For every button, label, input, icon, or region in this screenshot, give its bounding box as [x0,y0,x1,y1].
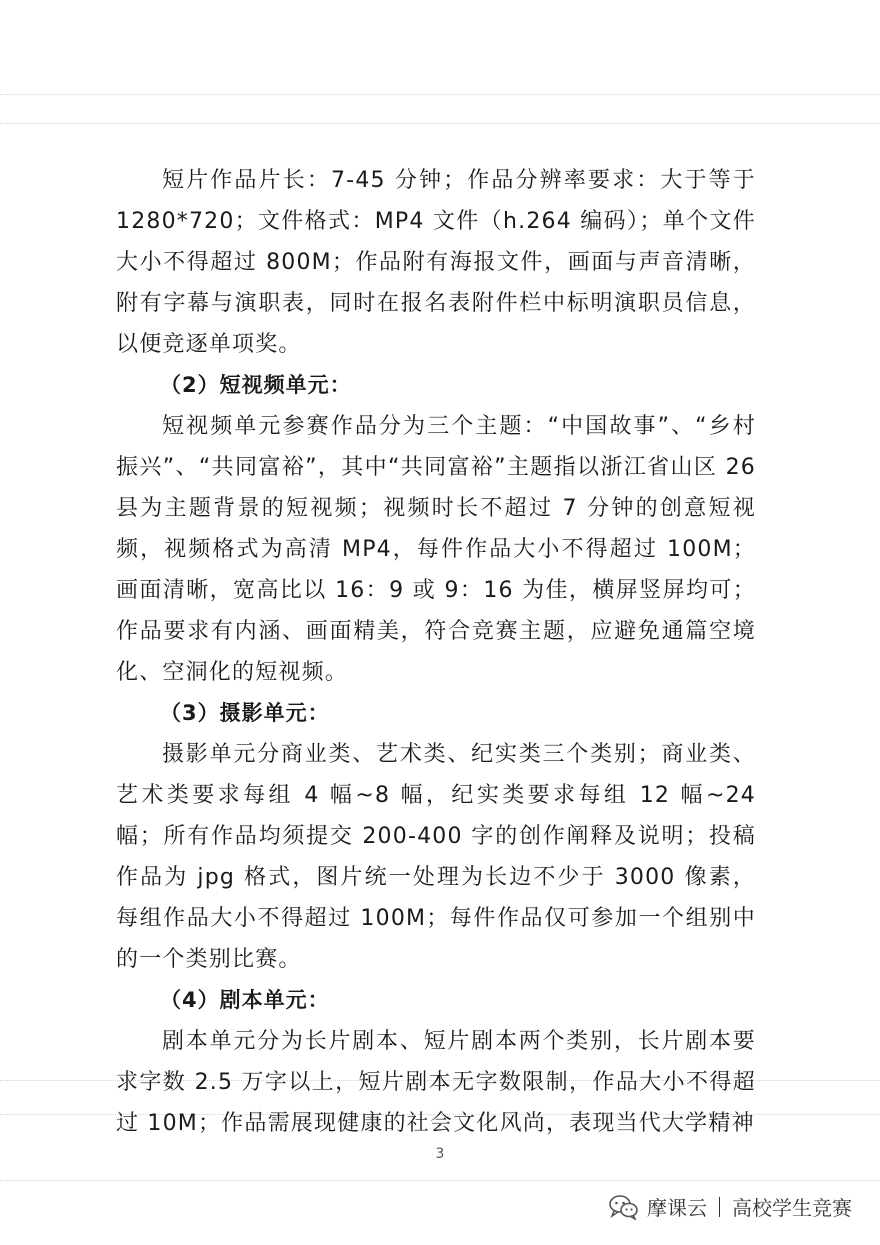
wechat-icon [609,1194,639,1220]
ruled-line [0,123,880,124]
document-body [116,160,756,1144]
ruled-line [0,94,880,95]
paragraph-photography: 摄影单元分商业类、艺术类、纪实类三个类别；商业类、艺术类要求每组 4 幅~8 幅，纪实类要求每组 12 幅~24 幅；所有作品均须提交 200-400 字的创作阐释及说明；投稿作品为 jpg 格式，图片统一处理为长边不少于 3000 像素，每组作品大小不得超过 100M；每件作品仅可参加一个组别中的一个类别比赛。 [116,742,756,972]
heading-photography: （3）摄影单元： [160,701,330,725]
watermark-separator [719,1197,720,1217]
paragraph-short-video: 短视频单元参赛作品分为三个主题：“中国故事”、“乡村振兴”、“共同富裕”，其中“共同富裕”主题指以浙江省山区 26 县为主题背景的短视频；视频时长不超过 7 分钟的创意短视频，视频格式为高清 MP4，每件作品大小不得超过 100M；画面清晰，宽高比以 16：9 或 9：16 为佳，横屏竖屏均可；作品要求有内涵、画面精美，符合竞赛主题，应避免通篇空境化、空洞化的短视频。 [116,414,756,685]
ruled-line [0,1180,880,1181]
paragraph-screenplay: 剧本单元分为长片剧本、短片剧本两个类别，长片剧本要求字数 2.5 万字以上，短片剧本无字数限制，作品大小不得超过 10M；作品需展现健康的社会文化风尚，表现当代大学精神 [116,1029,756,1136]
heading-screenplay: （4）剧本单元： [160,988,330,1012]
watermark-title: 高校学生竞赛 [732,1196,852,1220]
paragraph-short-film: 短片作品片长：7-45 分钟；作品分辨率要求：大于等于1280*720；文件格式：MP4 文件（h.264 编码）；单个文件大小不得超过 800M；作品附有海报文件，画面与声音清晰，附有字幕与演职表，同时在报名表附件栏中标明演职员信息，以便竞逐单项奖。 [116,168,756,357]
watermark-brand: 摩课云 [647,1196,707,1220]
heading-short-video: （2）短视频单元： [160,373,352,397]
page-number: 3 [435,1146,445,1162]
watermark [609,1192,852,1221]
